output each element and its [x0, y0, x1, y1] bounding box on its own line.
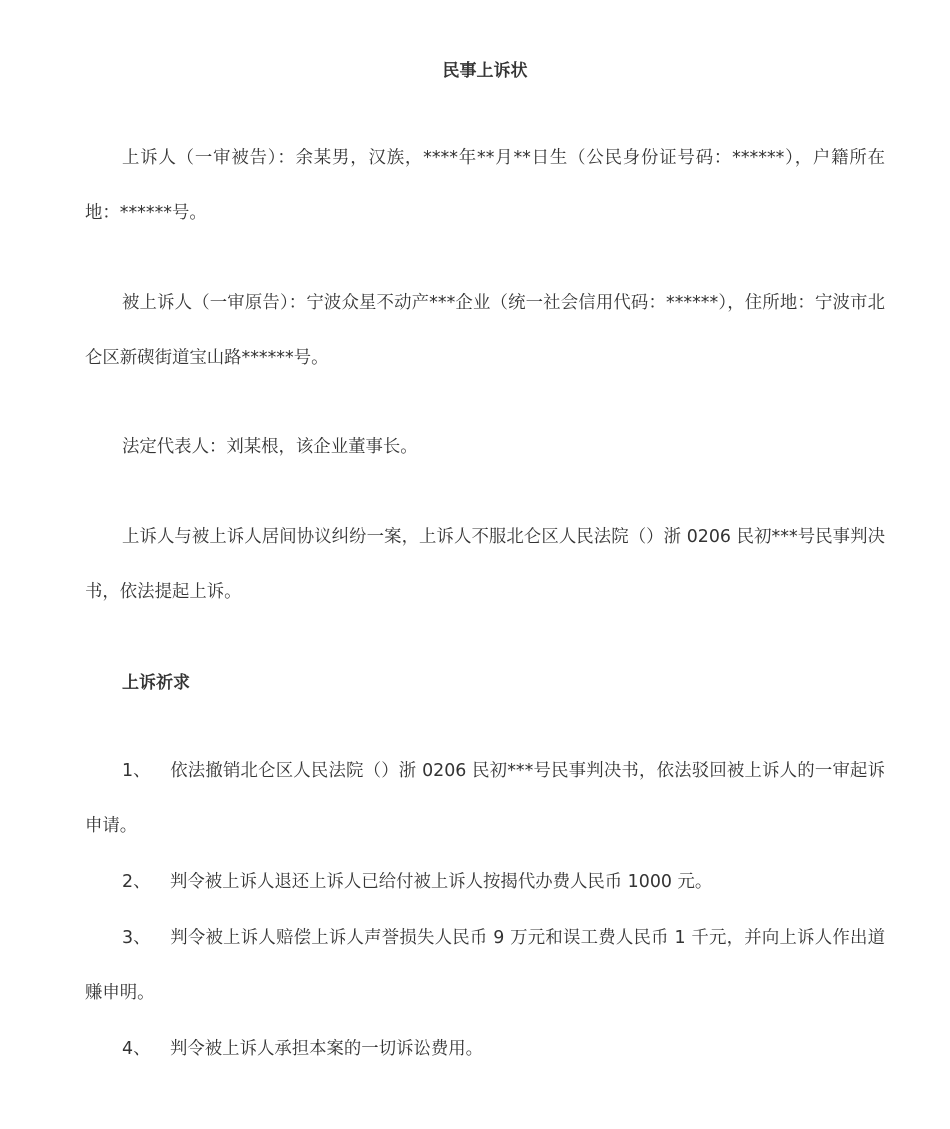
- request-item: [85, 911, 885, 1021]
- document-title: 民事上诉状: [442, 61, 528, 81]
- request-text: 判令被上诉人赔偿上诉人声誉损失人民币 9 万元和误工费人民币 1 千元，并向上诉人作出道赚申明。: [85, 928, 885, 1003]
- request-item: [85, 744, 885, 854]
- legal-representative-paragraph: 法定代表人：刘某根，该企业董事长。: [122, 437, 418, 457]
- section-heading: 上诉祈求: [122, 673, 190, 693]
- request-number: 1、: [122, 761, 151, 781]
- appellant-paragraph: 上诉人（一审被告）：余某男，汉族，****年**月**日生（公民身份证号码：******），户籍所在地：******号。: [85, 148, 885, 223]
- request-text: 判令被上诉人承担本案的一切诉讼费用。: [170, 1039, 484, 1059]
- request-text: 判令被上诉人退还上诉人已给付被上诉人按揭代办费人民币 1000 元。: [170, 872, 713, 892]
- request-number: 4、: [122, 1039, 151, 1059]
- request-text: 依法撤销北仑区人民法院（）浙 0206 民初***号民事判决书，依法驳回被上诉人的一审起诉申请。: [85, 761, 885, 836]
- request-item: [85, 1022, 885, 1077]
- request-number: 2、: [122, 872, 151, 892]
- request-item: [85, 855, 885, 910]
- case-intro-paragraph: 上诉人与被上诉人居间协议纠纷一案，上诉人不服北仑区人民法院（）浙 0206 民初***号民事判决书，依法提起上诉。: [85, 527, 885, 602]
- appellee-paragraph: 被上诉人（一审原告）：宁波众星不动产***企业（统一社会信用代码：******），住所地：宁波市北仑区新碶街道宝山路******号。: [85, 293, 885, 368]
- request-number: 3、: [122, 928, 151, 948]
